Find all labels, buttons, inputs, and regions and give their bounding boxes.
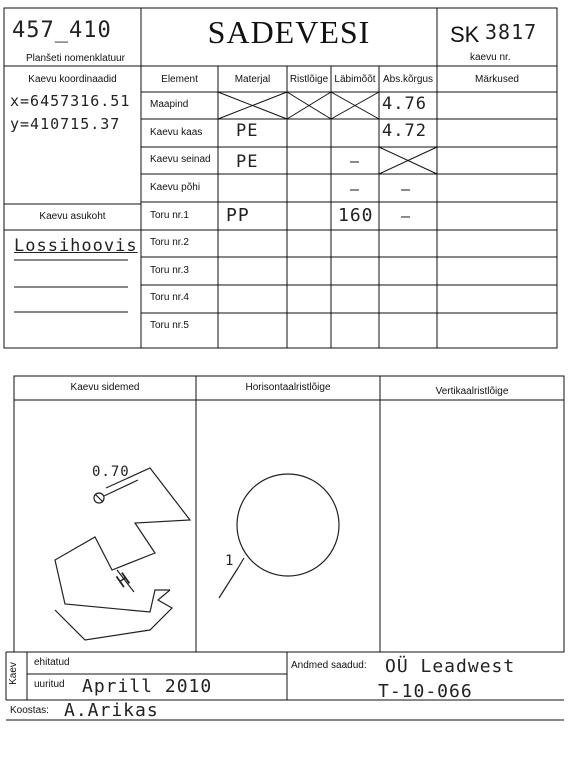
author-handwritten: A.Arikas: [64, 700, 159, 721]
col-labimoot: Läbimõõt: [334, 73, 376, 85]
panel-vertical-label: Vertikaalristlõige: [435, 386, 509, 397]
well-prefix: SK: [450, 22, 480, 47]
labimoot-toru1: 160: [338, 205, 374, 226]
depth-handwritten: 0.70: [92, 464, 130, 480]
coord-x-handwritten: x=6457316.51: [10, 92, 131, 110]
labimoot-pohi: –: [350, 180, 361, 198]
horizontal-section-sketch: [219, 474, 339, 598]
col-element: Element: [161, 73, 198, 85]
kaev-side-label: Kaev: [7, 662, 19, 685]
pipe-handwritten: 1: [225, 553, 235, 569]
plansheet-label: Planšeti nomenklatuur: [26, 53, 125, 64]
data-received-label: Andmed saadud:: [291, 660, 367, 671]
form-title: SADEVESI: [207, 14, 371, 50]
labimoot-seinad: –: [350, 152, 361, 170]
panel-connections-label: Kaevu sidemed: [70, 382, 140, 393]
row-element: Toru nr.4: [150, 292, 189, 303]
abs-pohi: –: [401, 180, 412, 198]
coords-label: Kaevu koordinaadid: [28, 74, 117, 85]
row-element: Kaevu kaas: [150, 127, 203, 138]
col-materjal: Materjal: [234, 73, 271, 85]
row-element: Kaevu põhi: [150, 182, 201, 193]
col-markused: Märkused: [475, 73, 519, 85]
building-handwritten: H: [113, 568, 135, 593]
data-ref-handwritten: T-10-066: [378, 681, 473, 702]
surveyed-handwritten: Aprill 2010: [82, 676, 213, 697]
col-abs-korgus: Abs.kõrgus: [382, 73, 434, 85]
col-ristloige: Ristlõige: [289, 73, 329, 85]
well-number-handwritten: 3817: [485, 20, 538, 44]
location-label: Kaevu asukoht: [39, 211, 106, 222]
well-number-label: kaevu nr.: [470, 52, 511, 63]
location-handwritten: Lossihoovis: [14, 236, 138, 256]
plansheet-handwritten: 457_410: [12, 18, 112, 43]
row-element: Maapind: [150, 99, 189, 110]
surveyed-label: uuritud: [34, 679, 65, 690]
abs-kaas: 4.72: [382, 121, 427, 141]
built-label: ehitatud: [34, 657, 70, 668]
data-source-handwritten: OÜ Leadwest: [385, 656, 516, 677]
author-label: Koostas:: [10, 705, 49, 716]
panel-horizontal-label: Horisontaalristlõige: [245, 382, 331, 393]
row-element: Toru nr.2: [150, 237, 189, 248]
row-element: Toru nr.1: [150, 210, 189, 221]
materjal-kaas: PE: [236, 121, 259, 141]
row-element: Toru nr.3: [150, 265, 189, 276]
coord-y-handwritten: y=410715.37: [10, 115, 121, 133]
well-connections-sketch: [55, 468, 190, 640]
abs-toru1: –: [401, 207, 412, 225]
materjal-seinad: PE: [236, 152, 259, 172]
abs-maapind: 4.76: [382, 94, 427, 114]
row-element: Toru nr.5: [150, 320, 189, 331]
row-element: Kaevu seinad: [150, 154, 211, 165]
materjal-toru1: PP: [226, 205, 250, 226]
